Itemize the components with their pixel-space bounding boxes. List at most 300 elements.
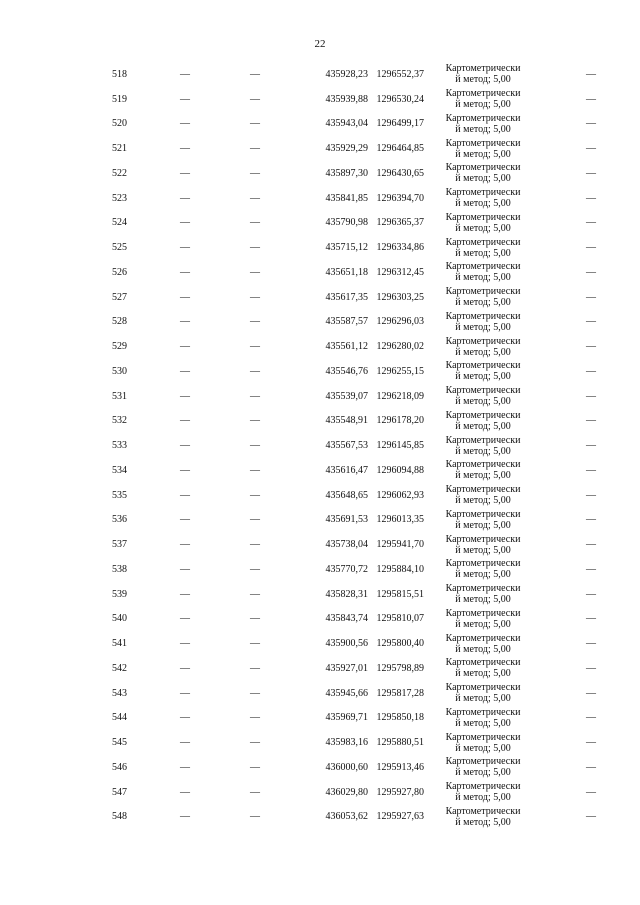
method-line-2: й метод; 5,00	[455, 297, 511, 309]
table-row	[0, 310, 640, 335]
method-cell	[424, 557, 542, 582]
method-line-1: Картометрически	[445, 756, 521, 768]
dash-cell: —	[250, 687, 260, 699]
table-row	[0, 730, 640, 755]
point-number: 532	[112, 415, 127, 427]
point-number: 533	[112, 440, 127, 452]
method-cell	[424, 62, 542, 87]
method-cell	[424, 211, 542, 236]
point-number: 534	[112, 464, 127, 476]
coordinate-x: 435927,01	[325, 662, 368, 674]
dash-cell: —	[586, 93, 596, 105]
method-line-2: й метод; 5,00	[455, 74, 511, 86]
dash-cell: —	[586, 390, 596, 402]
dash-cell: —	[180, 217, 190, 229]
method-line-2: й метод; 5,00	[455, 742, 511, 754]
dash-cell: —	[250, 440, 260, 452]
method-line-1: Картометрически	[445, 211, 521, 223]
dash-cell: —	[250, 143, 260, 155]
coordinate-x: 436053,62	[325, 811, 368, 823]
method-cell	[424, 656, 542, 681]
dash-cell: —	[180, 613, 190, 625]
dash-cell: —	[180, 489, 190, 501]
dash-cell: —	[250, 539, 260, 551]
dash-cell: —	[250, 242, 260, 254]
dash-cell: —	[250, 365, 260, 377]
method-line-1: Картометрически	[445, 112, 521, 124]
point-number: 537	[112, 539, 127, 551]
method-cell	[424, 235, 542, 260]
dash-cell: —	[586, 489, 596, 501]
dash-cell: —	[250, 93, 260, 105]
table-row	[0, 409, 640, 434]
method-cell	[424, 433, 542, 458]
dash-cell: —	[180, 464, 190, 476]
method-line-2: й метод; 5,00	[455, 668, 511, 680]
table-row	[0, 706, 640, 731]
dash-cell: —	[250, 167, 260, 179]
point-number: 519	[112, 93, 127, 105]
method-cell	[424, 508, 542, 533]
point-number: 521	[112, 143, 127, 155]
method-line-2: й метод; 5,00	[455, 569, 511, 581]
table-row	[0, 681, 640, 706]
dash-cell: —	[586, 662, 596, 674]
method-line-2: й метод; 5,00	[455, 371, 511, 383]
method-cell	[424, 285, 542, 310]
method-line-1: Картометрически	[445, 162, 521, 174]
table-row	[0, 285, 640, 310]
dash-cell: —	[586, 192, 596, 204]
coordinate-y: 1295850,18	[376, 712, 424, 724]
coordinate-x: 435929,29	[325, 143, 368, 155]
method-line-1: Картометрически	[445, 310, 521, 322]
coordinate-x: 435841,85	[325, 192, 368, 204]
dash-cell: —	[586, 539, 596, 551]
dash-cell: —	[250, 588, 260, 600]
method-line-2: й метод; 5,00	[455, 693, 511, 705]
dash-cell: —	[250, 316, 260, 328]
coordinate-y: 1296255,15	[376, 365, 424, 377]
method-line-1: Картометрически	[445, 335, 521, 347]
method-line-1: Картометрически	[445, 484, 521, 496]
dash-cell: —	[250, 761, 260, 773]
method-cell	[424, 359, 542, 384]
coordinate-y: 1296430,65	[376, 167, 424, 179]
method-cell	[424, 780, 542, 805]
dash-cell: —	[180, 588, 190, 600]
table-body	[0, 62, 640, 829]
coordinate-y: 1295798,89	[376, 662, 424, 674]
dash-cell: —	[250, 737, 260, 749]
method-cell	[424, 607, 542, 632]
method-line-1: Картометрически	[445, 261, 521, 273]
table-row	[0, 607, 640, 632]
dash-cell: —	[586, 588, 596, 600]
point-number: 530	[112, 365, 127, 377]
dash-cell: —	[586, 811, 596, 823]
dash-cell: —	[586, 737, 596, 749]
method-cell	[424, 706, 542, 731]
coordinate-x: 435939,88	[325, 93, 368, 105]
dash-cell: —	[180, 242, 190, 254]
dash-cell: —	[250, 192, 260, 204]
method-line-1: Картометрически	[445, 360, 521, 372]
dash-cell: —	[586, 316, 596, 328]
coordinate-x: 435648,65	[325, 489, 368, 501]
dash-cell: —	[250, 613, 260, 625]
table-row	[0, 508, 640, 533]
method-line-1: Картометрически	[445, 533, 521, 545]
dash-cell: —	[586, 638, 596, 650]
table-row	[0, 483, 640, 508]
method-line-2: й метод; 5,00	[455, 198, 511, 210]
method-line-1: Картометрически	[445, 236, 521, 248]
dash-cell: —	[180, 737, 190, 749]
coordinate-y: 1296296,03	[376, 316, 424, 328]
table-row	[0, 334, 640, 359]
table-row	[0, 631, 640, 656]
method-line-2: й метод; 5,00	[455, 470, 511, 482]
dash-cell: —	[180, 316, 190, 328]
method-line-2: й метод; 5,00	[455, 544, 511, 556]
method-line-1: Картометрически	[445, 682, 521, 694]
dash-cell: —	[586, 266, 596, 278]
coordinate-x: 435928,23	[325, 68, 368, 80]
dash-cell: —	[180, 390, 190, 402]
dash-cell: —	[180, 786, 190, 798]
point-number: 547	[112, 786, 127, 798]
method-line-2: й метод; 5,00	[455, 173, 511, 185]
method-cell	[424, 384, 542, 409]
method-line-1: Картометрически	[445, 187, 521, 199]
dash-cell: —	[586, 415, 596, 427]
point-number: 524	[112, 217, 127, 229]
method-line-2: й метод; 5,00	[455, 123, 511, 135]
method-cell	[424, 409, 542, 434]
dash-cell: —	[586, 291, 596, 303]
table-row	[0, 384, 640, 409]
table-row	[0, 755, 640, 780]
method-line-2: й метод; 5,00	[455, 445, 511, 457]
point-number: 531	[112, 390, 127, 402]
dash-cell: —	[586, 242, 596, 254]
dash-cell: —	[180, 440, 190, 452]
point-number: 545	[112, 737, 127, 749]
method-line-2: й метод; 5,00	[455, 420, 511, 432]
dash-cell: —	[180, 192, 190, 204]
coordinate-x: 435651,18	[325, 266, 368, 278]
coordinate-y: 1296394,70	[376, 192, 424, 204]
method-line-2: й метод; 5,00	[455, 148, 511, 160]
method-line-2: й метод; 5,00	[455, 247, 511, 259]
coordinate-x: 435900,56	[325, 638, 368, 650]
method-cell	[424, 260, 542, 285]
method-line-1: Картометрически	[445, 137, 521, 149]
method-line-2: й метод; 5,00	[455, 594, 511, 606]
method-line-1: Картометрически	[445, 434, 521, 446]
coordinate-y: 1296312,45	[376, 266, 424, 278]
coordinate-y: 1296464,85	[376, 143, 424, 155]
coordinate-x: 435616,47	[325, 464, 368, 476]
table-row	[0, 112, 640, 137]
dash-cell: —	[250, 464, 260, 476]
table-row	[0, 87, 640, 112]
table-row	[0, 805, 640, 830]
dash-cell: —	[586, 514, 596, 526]
point-number: 522	[112, 167, 127, 179]
coordinate-y: 1296365,37	[376, 217, 424, 229]
method-cell	[424, 681, 542, 706]
method-line-2: й метод; 5,00	[455, 643, 511, 655]
coordinate-y: 1295800,40	[376, 638, 424, 650]
method-line-1: Картометрически	[445, 459, 521, 471]
coordinate-x: 435828,31	[325, 588, 368, 600]
coordinate-y: 1295927,63	[376, 811, 424, 823]
dash-cell: —	[180, 341, 190, 353]
method-line-2: й метод; 5,00	[455, 767, 511, 779]
coordinate-x: 435587,57	[325, 316, 368, 328]
method-line-1: Картометрически	[445, 88, 521, 100]
coordinate-x: 435548,91	[325, 415, 368, 427]
coordinate-x: 435567,53	[325, 440, 368, 452]
method-line-1: Картометрически	[445, 781, 521, 793]
dash-cell: —	[180, 365, 190, 377]
coordinate-x: 435943,04	[325, 118, 368, 130]
dash-cell: —	[586, 217, 596, 229]
dash-cell: —	[180, 761, 190, 773]
coordinate-y: 1296552,37	[376, 68, 424, 80]
coordinate-y: 1296280,02	[376, 341, 424, 353]
point-number: 539	[112, 588, 127, 600]
method-line-1: Картометрически	[445, 632, 521, 644]
coordinate-y: 1295810,07	[376, 613, 424, 625]
coordinate-x: 435539,07	[325, 390, 368, 402]
point-number: 548	[112, 811, 127, 823]
coordinate-x: 435561,12	[325, 341, 368, 353]
point-number: 520	[112, 118, 127, 130]
dash-cell: —	[180, 143, 190, 155]
method-line-1: Картометрически	[445, 409, 521, 421]
coordinate-x: 435969,71	[325, 712, 368, 724]
method-line-2: й метод; 5,00	[455, 717, 511, 729]
dash-cell: —	[250, 786, 260, 798]
method-line-1: Картометрически	[445, 583, 521, 595]
point-number: 546	[112, 761, 127, 773]
method-cell	[424, 582, 542, 607]
point-number: 518	[112, 68, 127, 80]
dash-cell: —	[586, 440, 596, 452]
coordinate-x: 436029,80	[325, 786, 368, 798]
table-row	[0, 235, 640, 260]
method-line-2: й метод; 5,00	[455, 792, 511, 804]
page-number: 22	[314, 38, 326, 50]
method-cell	[424, 87, 542, 112]
coordinate-x: 435945,66	[325, 687, 368, 699]
dash-cell: —	[180, 662, 190, 674]
dash-cell: —	[586, 786, 596, 798]
coordinate-x: 435843,74	[325, 613, 368, 625]
dash-cell: —	[586, 613, 596, 625]
dash-cell: —	[586, 68, 596, 80]
coordinate-y: 1296303,25	[376, 291, 424, 303]
dash-cell: —	[180, 167, 190, 179]
point-number: 544	[112, 712, 127, 724]
dash-cell: —	[586, 687, 596, 699]
coordinate-y: 1295941,70	[376, 539, 424, 551]
method-line-2: й метод; 5,00	[455, 495, 511, 507]
dash-cell: —	[180, 266, 190, 278]
dash-cell: —	[586, 118, 596, 130]
method-line-2: й метод; 5,00	[455, 519, 511, 531]
coordinate-x: 435790,98	[325, 217, 368, 229]
table-row	[0, 557, 640, 582]
method-line-2: й метод; 5,00	[455, 396, 511, 408]
method-line-1: Картометрически	[445, 558, 521, 570]
table-row	[0, 656, 640, 681]
method-cell	[424, 483, 542, 508]
dash-cell: —	[180, 93, 190, 105]
method-line-2: й метод; 5,00	[455, 618, 511, 630]
dash-cell: —	[586, 761, 596, 773]
method-line-2: й метод; 5,00	[455, 272, 511, 284]
coordinate-y: 1296530,24	[376, 93, 424, 105]
method-cell	[424, 730, 542, 755]
coordinate-y: 1296013,35	[376, 514, 424, 526]
coordinate-y: 1296218,09	[376, 390, 424, 402]
dash-cell: —	[180, 291, 190, 303]
dash-cell: —	[250, 341, 260, 353]
table-row	[0, 359, 640, 384]
coordinate-y: 1295817,28	[376, 687, 424, 699]
dash-cell: —	[250, 390, 260, 402]
method-cell	[424, 755, 542, 780]
table-row	[0, 532, 640, 557]
method-line-1: Картометрически	[445, 385, 521, 397]
method-cell	[424, 186, 542, 211]
method-line-1: Картометрически	[445, 286, 521, 298]
method-cell	[424, 112, 542, 137]
method-line-2: й метод; 5,00	[455, 321, 511, 333]
method-line-1: Картометрически	[445, 731, 521, 743]
dash-cell: —	[250, 712, 260, 724]
method-line-2: й метод; 5,00	[455, 99, 511, 111]
method-line-2: й метод; 5,00	[455, 222, 511, 234]
method-line-1: Картометрически	[445, 706, 521, 718]
point-number: 528	[112, 316, 127, 328]
dash-cell: —	[250, 68, 260, 80]
dash-cell: —	[180, 118, 190, 130]
coordinate-x: 436000,60	[325, 761, 368, 773]
point-number: 536	[112, 514, 127, 526]
coordinate-y: 1296178,20	[376, 415, 424, 427]
coordinate-x: 435897,30	[325, 167, 368, 179]
dash-cell: —	[586, 143, 596, 155]
dash-cell: —	[180, 638, 190, 650]
dash-cell: —	[250, 266, 260, 278]
coordinate-y: 1296499,17	[376, 118, 424, 130]
dash-cell: —	[250, 217, 260, 229]
coordinate-x: 435546,76	[325, 365, 368, 377]
coordinates-table	[0, 62, 640, 829]
method-cell	[424, 310, 542, 335]
table-row	[0, 780, 640, 805]
coordinate-y: 1296334,86	[376, 242, 424, 254]
table-row	[0, 161, 640, 186]
method-cell	[424, 805, 542, 830]
coordinate-x: 435738,04	[325, 539, 368, 551]
dash-cell: —	[586, 563, 596, 575]
point-number: 535	[112, 489, 127, 501]
method-line-1: Картометрически	[445, 607, 521, 619]
dash-cell: —	[250, 563, 260, 575]
table-row	[0, 433, 640, 458]
point-number: 541	[112, 638, 127, 650]
dash-cell: —	[250, 489, 260, 501]
dash-cell: —	[180, 539, 190, 551]
method-cell	[424, 458, 542, 483]
table-row	[0, 62, 640, 87]
dash-cell: —	[250, 291, 260, 303]
coordinate-x: 435715,12	[325, 242, 368, 254]
method-cell	[424, 161, 542, 186]
dash-cell: —	[180, 563, 190, 575]
point-number: 538	[112, 563, 127, 575]
point-number: 540	[112, 613, 127, 625]
table-row	[0, 260, 640, 285]
dash-cell: —	[180, 514, 190, 526]
dash-cell: —	[180, 68, 190, 80]
dash-cell: —	[586, 464, 596, 476]
coordinate-y: 1296062,93	[376, 489, 424, 501]
coordinate-x: 435770,72	[325, 563, 368, 575]
point-number: 526	[112, 266, 127, 278]
dash-cell: —	[180, 712, 190, 724]
dash-cell: —	[250, 638, 260, 650]
coordinate-x: 435691,53	[325, 514, 368, 526]
coordinate-x: 435617,35	[325, 291, 368, 303]
dash-cell: —	[180, 811, 190, 823]
point-number: 543	[112, 687, 127, 699]
table-row	[0, 211, 640, 236]
dash-cell: —	[586, 712, 596, 724]
dash-cell: —	[250, 662, 260, 674]
coordinate-y: 1295913,46	[376, 761, 424, 773]
coordinate-y: 1295880,51	[376, 737, 424, 749]
table-row	[0, 582, 640, 607]
method-cell	[424, 334, 542, 359]
coordinate-y: 1296145,85	[376, 440, 424, 452]
coordinate-x: 435983,16	[325, 737, 368, 749]
method-line-1: Картометрически	[445, 657, 521, 669]
table-row	[0, 136, 640, 161]
method-line-1: Картометрически	[445, 805, 521, 817]
coordinate-y: 1295815,51	[376, 588, 424, 600]
point-number: 523	[112, 192, 127, 204]
method-line-2: й метод; 5,00	[455, 816, 511, 828]
dash-cell: —	[180, 687, 190, 699]
method-cell	[424, 136, 542, 161]
point-number: 529	[112, 341, 127, 353]
coordinate-y: 1295927,80	[376, 786, 424, 798]
dash-cell: —	[250, 811, 260, 823]
dash-cell: —	[250, 118, 260, 130]
dash-cell: —	[250, 514, 260, 526]
method-cell	[424, 631, 542, 656]
method-line-2: й метод; 5,00	[455, 346, 511, 358]
dash-cell: —	[586, 365, 596, 377]
method-cell	[424, 532, 542, 557]
